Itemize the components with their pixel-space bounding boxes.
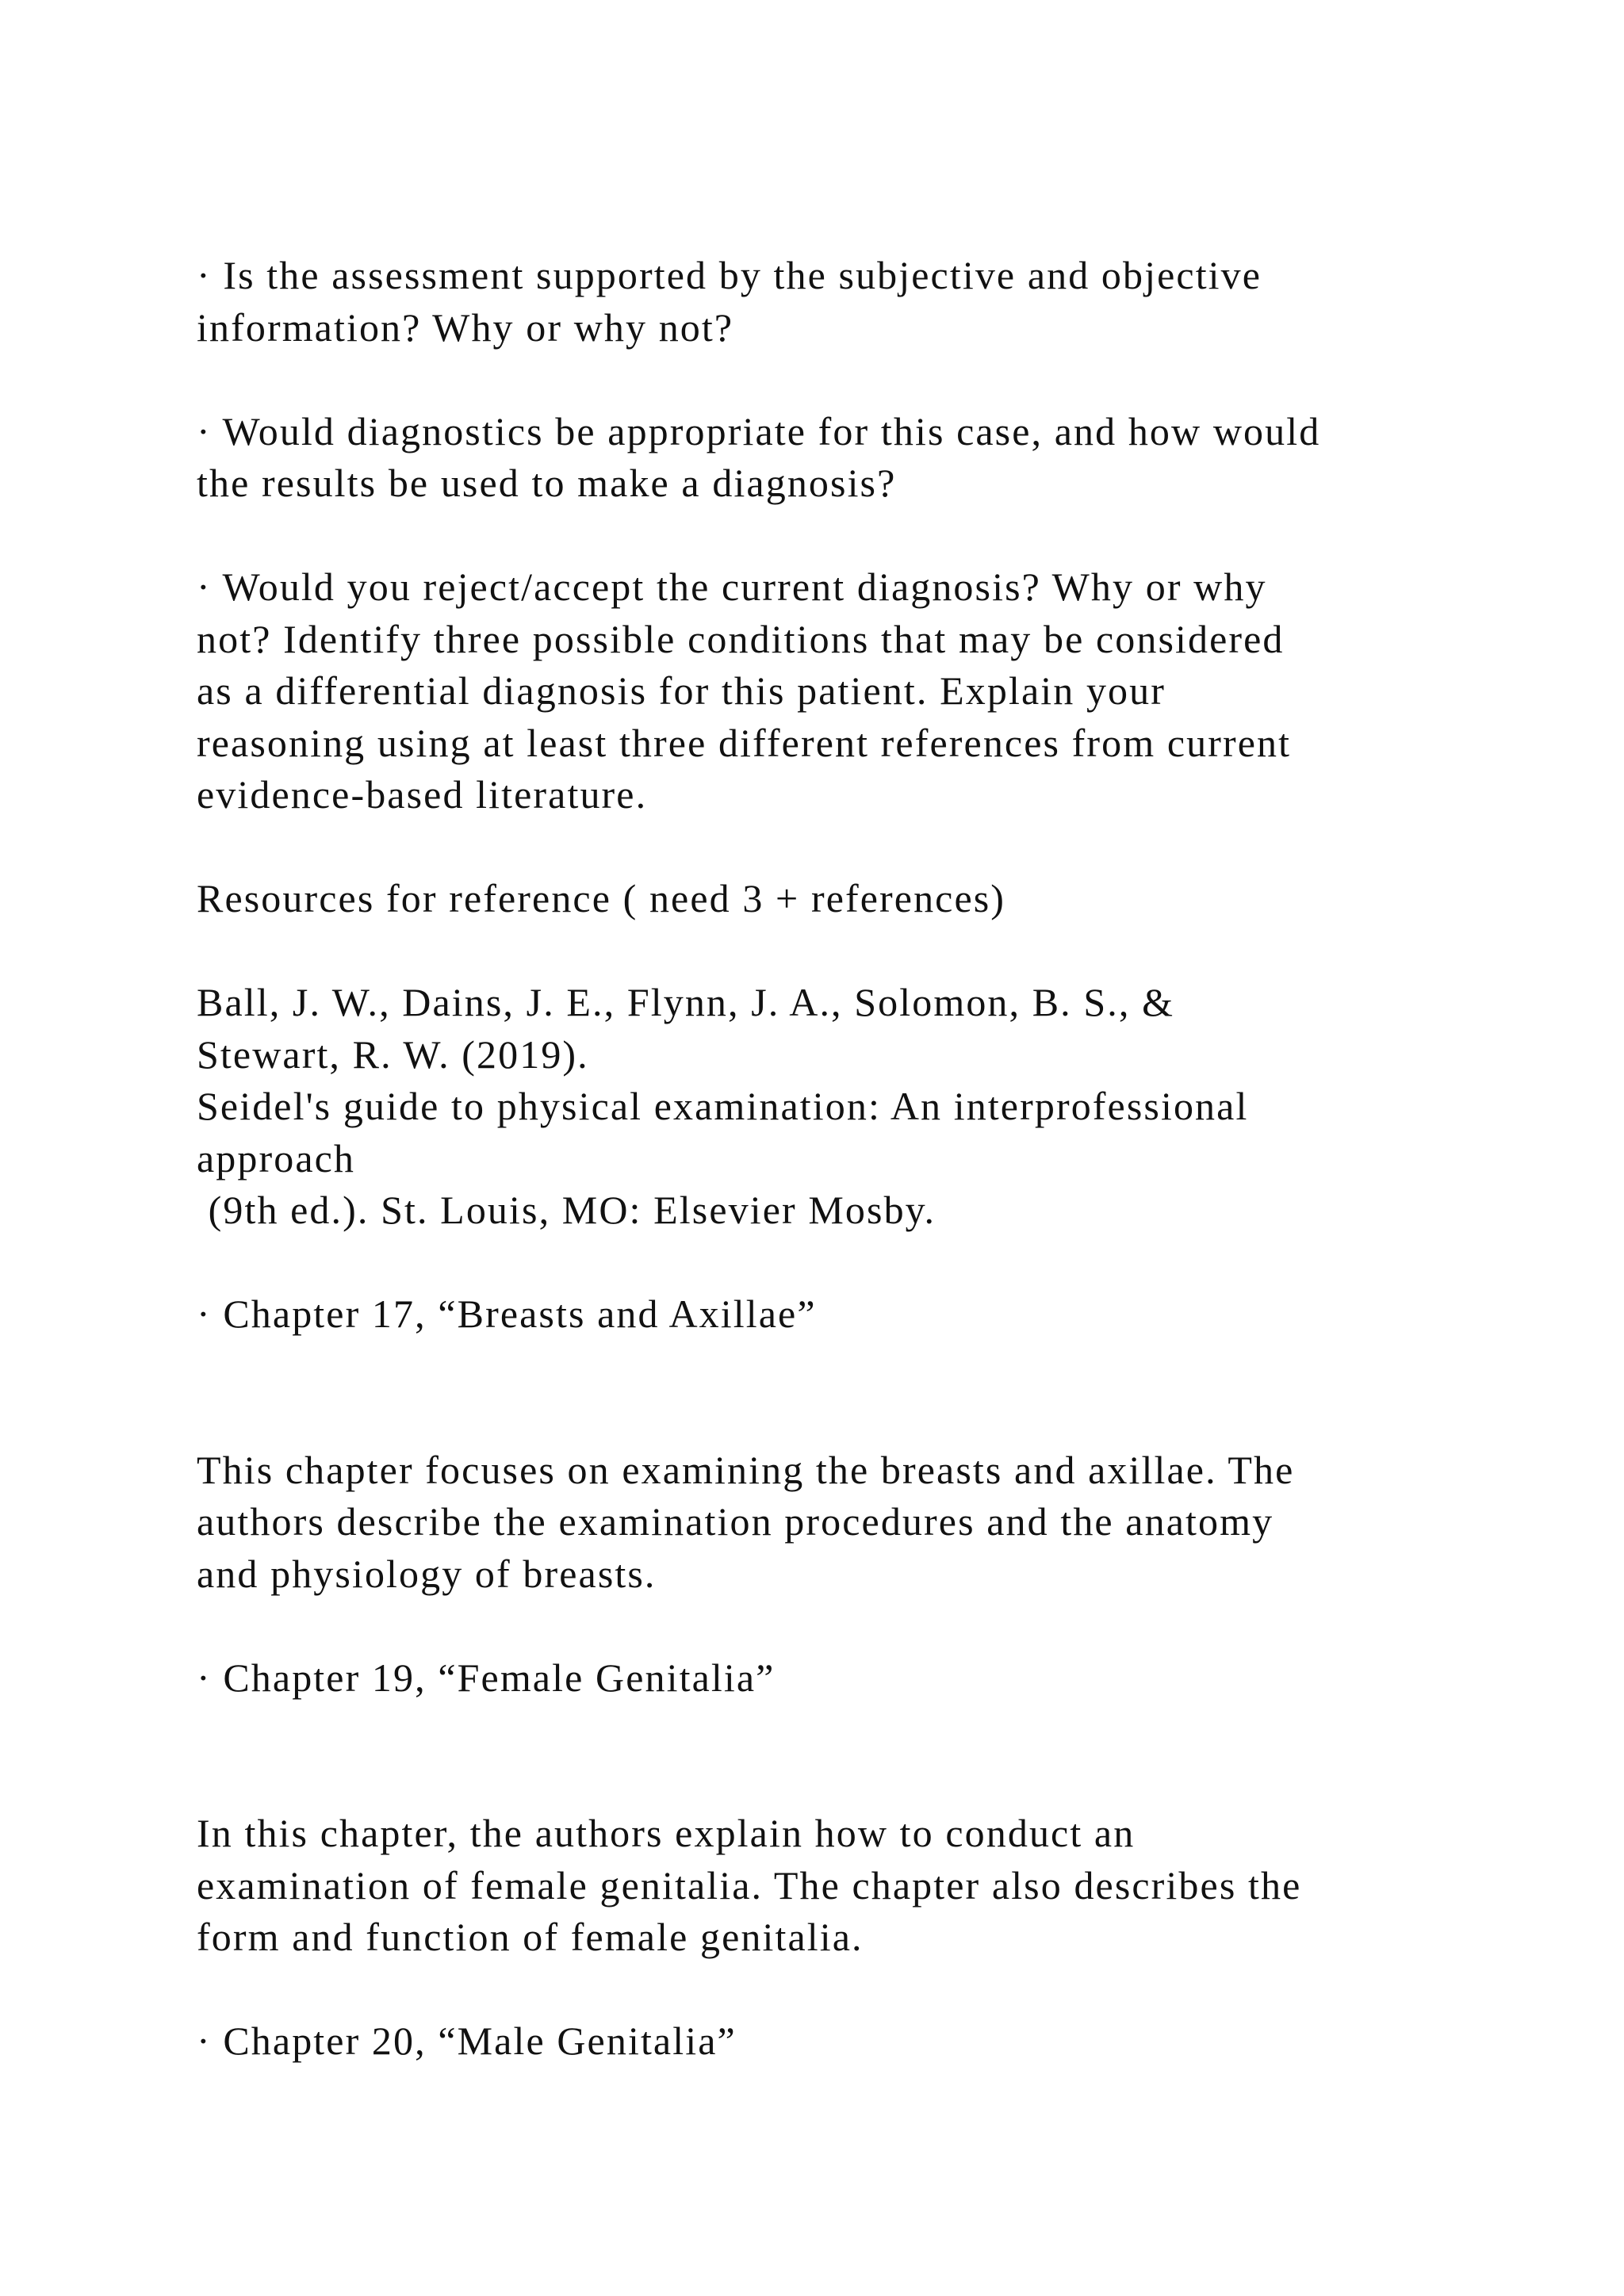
chapter-17-title: · Chapter 17, “Breasts and Axillae” — [197, 1292, 817, 1336]
question-3-line-2: not? Identify three possible conditions that may be considered — [197, 616, 1285, 661]
chapter-19-description-line-1: In this chapter, the authors explain how to conduct an — [197, 1811, 1136, 1855]
paragraph-spacer — [197, 510, 1545, 562]
resources-heading: Resources for reference ( need 3 + references) — [197, 876, 1006, 920]
reference-citation — [197, 977, 1545, 1237]
paragraph-spacer — [197, 1341, 1545, 1445]
question-1-line-1: · Is the assessment supported by the subjective and objective — [197, 253, 1262, 297]
citation-authors-line-1: Ball, J. W., Dains, J. E., Flynn, J. A., Solomon, B. S., & — [197, 980, 1175, 1024]
citation-title-line-1: Seidel's guide to physical examination: An interprofessional — [197, 1084, 1249, 1128]
citation-title-line-2: approach — [197, 1135, 356, 1181]
chapter-17-description-line-1: This chapter focuses on examining the breasts and axillae. The — [197, 1447, 1295, 1492]
citation-authors-line-2: Stewart, R. W. (2019). — [197, 1031, 589, 1077]
paragraph-spacer — [197, 1704, 1545, 1808]
question-3-line-5: evidence-based literature. — [197, 772, 648, 817]
chapter-17-description — [197, 1445, 1545, 1601]
question-3-line-4: reasoning using at least three different references from current — [197, 720, 1292, 765]
paragraph-spacer — [197, 821, 1545, 874]
chapter-19-description-line-3: form and function of female genitalia. — [197, 1915, 864, 1959]
paragraph-spacer — [197, 354, 1545, 406]
question-1 — [197, 250, 1545, 354]
chapter-19-description-line-2: examination of female genitalia. The chapter also describes the — [197, 1862, 1302, 1908]
paragraph-spacer — [197, 1237, 1545, 1289]
paragraph-spacer — [197, 925, 1545, 978]
chapter-17-description-line-3: and physiology of breasts. — [197, 1551, 657, 1596]
chapter-19-title: · Chapter 19, “Female Genitalia” — [197, 1655, 776, 1700]
question-2-line-2: the results be used to make a diagnosis? — [197, 461, 897, 505]
question-3 — [197, 561, 1545, 821]
citation-publisher-line: (9th ed.). St. Louis, MO: Elsevier Mosby. — [197, 1188, 936, 1232]
paragraph-spacer — [197, 1964, 1545, 2016]
document-body — [197, 250, 1545, 2068]
question-3-line-1: · Would you reject/accept the current diagnosis? Why or why — [197, 564, 1267, 609]
question-2-line-1: · Would diagnostics be appropriate for this case, and how would — [197, 408, 1321, 453]
question-2 — [197, 406, 1545, 510]
question-3-line-3: as a differential diagnosis for this patient. Explain your — [197, 668, 1166, 713]
chapter-17-description-line-2: authors describe the examination procedures and the anatomy — [197, 1499, 1274, 1544]
paragraph-spacer — [197, 1600, 1545, 1652]
chapter-19-description — [197, 1808, 1545, 1964]
question-1-line-2: information? Why or why not? — [197, 304, 734, 350]
chapter-20-title: · Chapter 20, “Male Genitalia” — [197, 2019, 737, 2063]
